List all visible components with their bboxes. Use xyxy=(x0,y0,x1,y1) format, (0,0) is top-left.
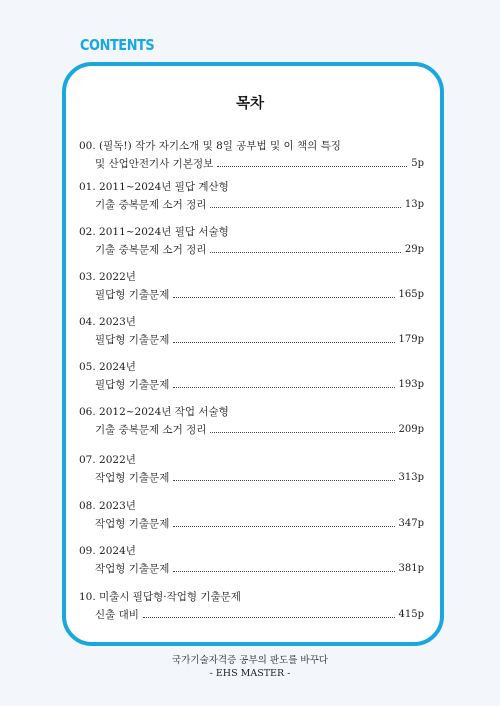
toc-entry-title: 01. 2011~2024년 필답 계산형 xyxy=(79,181,229,193)
dot-leader xyxy=(173,571,394,572)
toc-entry-page: 209p xyxy=(398,424,424,435)
toc-entry-subtitle: 필답형 기출문제 xyxy=(95,334,170,346)
dot-leader xyxy=(210,252,400,253)
toc-entry-subtitle: 작업형 기출문제 xyxy=(95,472,170,484)
footer xyxy=(0,654,500,680)
dot-leader xyxy=(173,526,394,527)
toc-entry-page: 415p xyxy=(398,609,424,620)
toc-entry[interactable] xyxy=(79,497,424,533)
toc-entry[interactable] xyxy=(79,178,424,214)
toc-entry-subtitle: 및 산업안전기사 기본정보 xyxy=(95,158,214,170)
dot-leader xyxy=(173,480,394,481)
dot-leader xyxy=(210,432,394,433)
toc-entry-subtitle: 작업형 기출문제 xyxy=(95,518,170,530)
toc-entry-subtitle: 작업형 기출문제 xyxy=(95,563,170,575)
toc-entry-subtitle: 신출 대비 xyxy=(95,609,139,621)
toc-entry-page: 381p xyxy=(398,563,424,574)
footer-brand: - EHS MASTER - xyxy=(209,668,291,679)
toc-entry[interactable] xyxy=(79,588,424,624)
toc-entry-subtitle: 기출 중복문제 소거 정리 xyxy=(95,424,207,436)
dot-leader xyxy=(173,387,394,388)
toc-entry-subtitle: 기출 중복문제 소거 정리 xyxy=(95,199,207,211)
toc-entry[interactable] xyxy=(79,137,424,173)
toc-entry[interactable] xyxy=(79,358,424,394)
toc-entry[interactable] xyxy=(79,542,424,578)
dot-leader xyxy=(173,342,394,343)
toc-entry-title: 08. 2023년 xyxy=(79,500,136,512)
toc-entry[interactable] xyxy=(79,268,424,304)
toc-entry-title: 00. (필독!) 작가 자기소개 및 8일 공부법 및 이 책의 특징 xyxy=(79,140,341,152)
toc-entry[interactable] xyxy=(79,451,424,487)
dot-leader xyxy=(210,207,400,208)
toc-entry-page: 193p xyxy=(398,379,424,390)
toc-entry-page: 347p xyxy=(398,518,424,529)
toc-entry[interactable] xyxy=(79,223,424,259)
toc-entry-title: 03. 2022년 xyxy=(79,271,136,283)
toc-entry-page: 13p xyxy=(404,199,424,210)
toc-entry-subtitle: 필답형 기출문제 xyxy=(95,289,170,301)
toc-entry-page: 179p xyxy=(398,334,424,345)
toc-entry-title: 05. 2024년 xyxy=(79,361,136,373)
dot-leader xyxy=(143,617,395,618)
contents-header: CONTENTS xyxy=(80,36,155,54)
dot-leader xyxy=(217,166,407,167)
toc-entry-page: 5p xyxy=(411,158,424,169)
toc-entry-title: 10. 미출시 필답형·작업형 기출문제 xyxy=(79,591,241,603)
toc-entry-title: 04. 2023년 xyxy=(79,316,136,328)
toc-entry-page: 165p xyxy=(398,289,424,300)
toc-title: 목차 xyxy=(235,96,264,112)
toc-entry-title: 07. 2022년 xyxy=(79,454,136,466)
toc-entry-page: 313p xyxy=(398,472,424,483)
toc-entry[interactable] xyxy=(79,403,424,439)
toc-entry-title: 02. 2011~2024년 필답 서술형 xyxy=(79,226,229,238)
dot-leader xyxy=(173,297,394,298)
toc-entry-page: 29p xyxy=(404,244,424,255)
toc-entry-title: 09. 2024년 xyxy=(79,545,136,557)
toc-entry[interactable] xyxy=(79,313,424,349)
toc-entry-subtitle: 필답형 기출문제 xyxy=(95,379,170,391)
footer-slogan: 국가기술자격증 공부의 판도를 바꾸다 xyxy=(172,655,328,666)
toc-entry-subtitle: 기출 중복문제 소거 정리 xyxy=(95,244,207,256)
toc-entry-title: 06. 2012~2024년 작업 서술형 xyxy=(79,406,229,418)
